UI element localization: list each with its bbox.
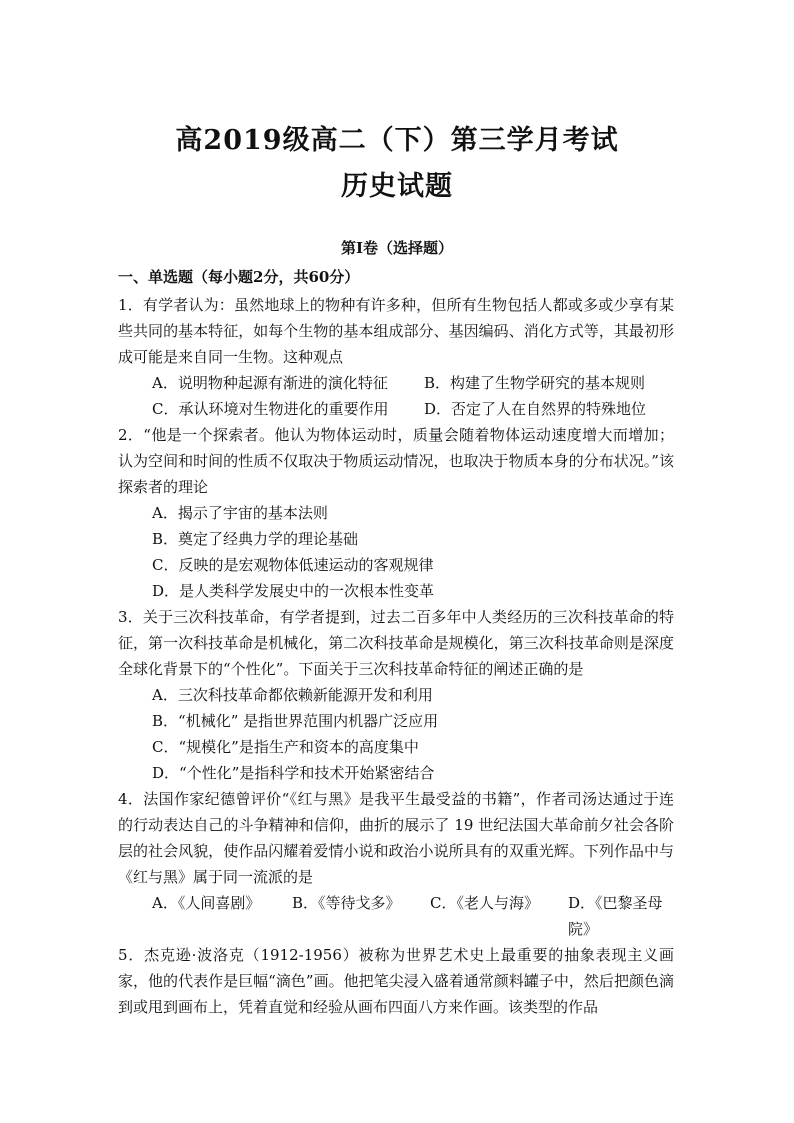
- exam-subject: 历史试题: [341, 171, 453, 202]
- question-2-option-b: B．奠定了经典力学的理论基础: [152, 530, 359, 548]
- question-1-options-row1: [118, 370, 674, 396]
- question-3-stem: 3．关于三次科技革命，有学者提到，过去二百多年中人类经历的三次科技革命的特征，第一次科技革命是机械化，第二次科技革命是规模化，第三次科技革命则是深度全球化背景下的“个性化”。下面关于三次科技革命特征的阐述正确的是: [118, 608, 674, 678]
- question-4-option-a: A．《人间喜剧》: [152, 894, 261, 912]
- section-title: 第I卷（选择题）: [340, 239, 454, 257]
- question-2-option-c: C．反映的是宏观物体低速运动的客观规律: [152, 556, 434, 574]
- question-3-option-a: A．三次科技革命都依赖新能源开发和利用: [152, 686, 433, 704]
- question-4-stem: 4．法国作家纪德曾评价“《红与黑》是我平生最受益的书籍”，作者司汤达通过于连的行动表达自己的斗争精神和信仰，曲折的展示了 19 世纪法国大革命前夕社会各阶层的社会风貌，使作品闪耀着爱情小说和政治小说所具有的双重光辉。下列作品中与《红与黑》属于同一流派的是: [118, 790, 674, 886]
- question-2-option-d: D．是人类科学发展史中的一次根本性变革: [152, 582, 435, 600]
- question-4-options-row: [118, 890, 674, 942]
- question-1-options-row2: [118, 396, 674, 422]
- question-2-option-a: A．揭示了宇宙的基本法则: [152, 504, 328, 522]
- question-4-option-b: B．《等待戈多》: [292, 894, 401, 912]
- question-1-option-c: C．承认环境对生物进化的重要作用: [152, 400, 389, 418]
- question-1-option-b: B．构建了生物学研究的基本规则: [424, 374, 646, 392]
- question-1-option-a: A．说明物种起源有渐进的演化特征: [152, 374, 388, 392]
- question-3-option-b: B．“机械化” 是指世界范围内机器广泛应用: [152, 712, 439, 730]
- question-2-stem: 2．“他是一个探索者。他认为物体运动时，质量会随着物体运动速度增大而增加；认为空间和时间的性质不仅取决于物质运动情况，也取决于物质本身的分布状况。”该探索者的理论: [118, 426, 674, 496]
- question-3-option-c: C．“规模化”是指生产和资本的高度集中: [152, 738, 419, 756]
- section-heading: 一、单选题（每小题2分，共60分）: [118, 268, 360, 286]
- question-list: [118, 292, 674, 1020]
- exam-title: 高2019级高二（下）第三学月考试: [175, 125, 619, 156]
- question-4-option-d-inline: D．《巴黎圣母院》: [568, 894, 663, 938]
- question-5-stem: 5．杰克逊·波洛克（1912-1956）被称为世界艺术史上最重要的抽象表现主义画家，他的代表作是巨幅“滴色”画。他把笔尖浸入盛着通常颜料罐子中，然后把颜色滴到或甩到画布上，凭着直觉和经验从画布四面八方来作画。该类型的作品: [118, 946, 674, 1016]
- question-4-option-c: C．《老人与海》: [430, 894, 539, 912]
- question-1-option-d: D．否定了人在自然界的特殊地位: [424, 400, 647, 418]
- question-3-option-d: D．“个性化”是指科学和技术开始紧密结合: [152, 764, 435, 782]
- question-1-stem: 1．有学者认为：虽然地球上的物种有许多种，但所有生物包括人都或多或少享有某些共同的基本特征，如每个生物的基本组成部分、基因编码、消化方式等，其最初形成可能是来自同一生物。这种观点: [118, 296, 674, 366]
